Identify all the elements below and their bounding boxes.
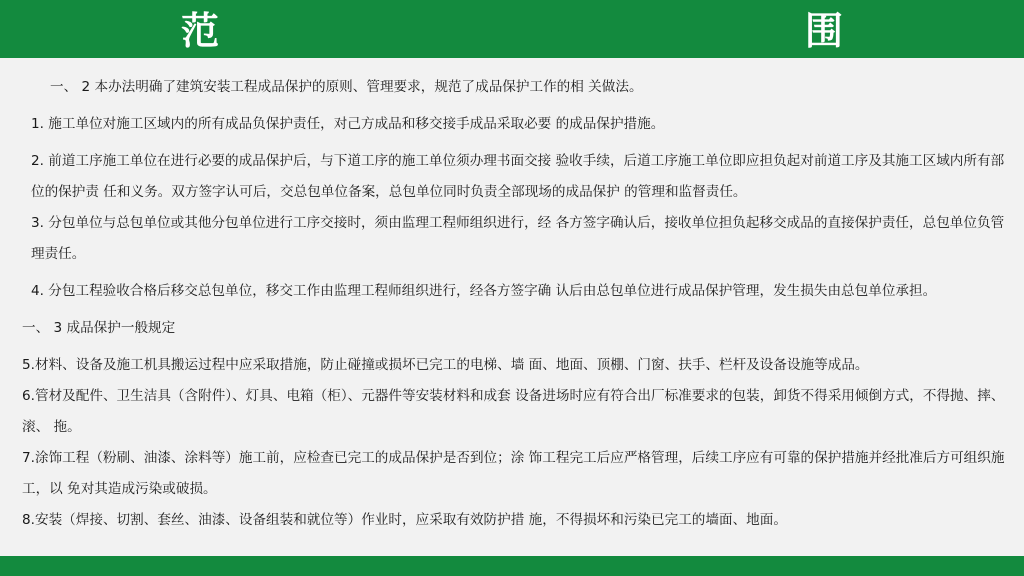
paragraph-item-1: 1. 施工单位对施工区域内的所有成品负保护责任，对己方成品和移交接手成品采取必要 的成品保护措施。 [31,116,665,132]
title-banner [0,0,1024,58]
paragraph-item-8: 8.安装（焊接、切割、套丝、油漆、设备组装和就位等）作业时，应采取有效防护措 施，不得损坏和污染已完工的墙面、地面。 [22,512,787,528]
page-title: 范 围 [180,9,961,53]
paragraph-item-5: 5.材料、设备及施工机具搬运过程中应采取措施，防止碰撞或损坏已完工的电梯、墙 面、地面、顶棚、门窗、扶手、栏杆及设备设施等成品。 [22,357,869,373]
paragraph-intro: 一、 2 本办法明确了建筑安装工程成品保护的原则、管理要求，规范了成品保护工作的相 关做法。 [50,79,643,95]
paragraph-item-2: 2. 前道工序施工单位在进行必要的成品保护后，与下道工序的施工单位须办理书面交接 验收手续，后道工序施工单位即应担负起对前道工序及其施工区域内所有部位的保护责 任和义务。双方签字认可后，交总包单位备案，总包单位同时负责全部现场的成品保护 的管理和监督责任。 [31,153,1005,200]
document-body [22,72,1014,536]
paragraph-item-7: 7.涂饰工程（粉刷、油漆、涂料等）施工前，应检查已完工的成品保护是否到位；涂 饰工程完工后应严格管理，后续工序应有可靠的保护措施并经批准后方可组织施工，以 免对其造成污染或破损。 [22,450,1005,497]
footer-bar [0,556,1024,576]
paragraph-item-6: 6.管材及配件、卫生洁具（含附件）、灯具、电箱（柜）、元器件等安装材料和成套 设备进场时应有符合出厂标准要求的包装，卸货不得采用倾倒方式，不得抛、摔、滚、 拖。 [22,388,1005,435]
section-heading: 一、 3 成品保护一般规定 [22,320,176,336]
paragraph-item-4: 4. 分包工程验收合格后移交总包单位，移交工作由监理工程师组织进行，经各方签字确 认后由总包单位进行成品保护管理，发生损失由总包单位承担。 [31,283,937,299]
paragraph-item-3: 3. 分包单位与总包单位或其他分包单位进行工序交接时，须由监理工程师组织进行，经 各方签字确认后，接收单位担负起移交成品的直接保护责任，总包单位负管理责任。 [31,215,1005,262]
